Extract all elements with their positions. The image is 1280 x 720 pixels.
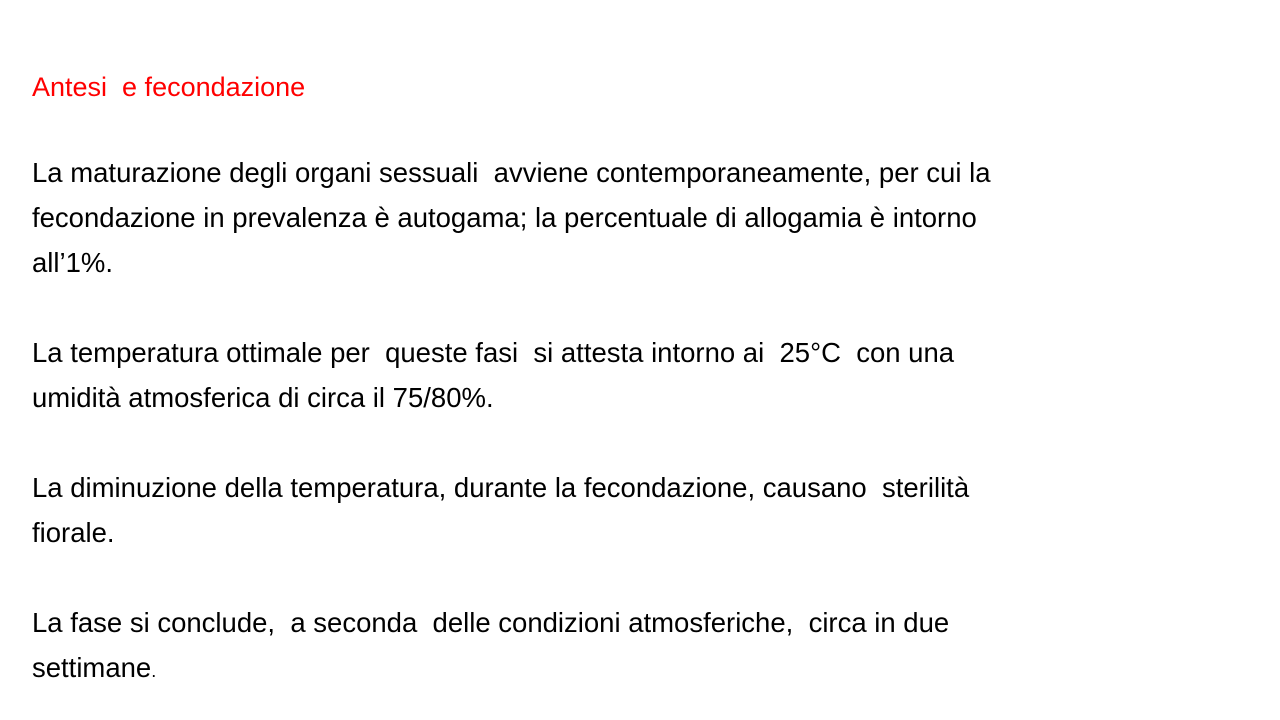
paragraph-conclusione — [32, 600, 1247, 694]
final-period: . — [151, 661, 157, 681]
slide-body — [32, 150, 1247, 694]
paragraph-maturazione: La maturazione degli organi sessuali avviene contemporaneamente, per cui la fecondazione in prevalenza è autogama; la percentuale di allogamia è intorno all’1%. — [32, 157, 991, 278]
paragraph-diminuzione-temperatura: La diminuzione della temperatura, durante la fecondazione, causano sterilità fiorale. — [32, 472, 970, 548]
paragraph-conclusione-text: La fase si conclude, a seconda delle condizioni atmosferiche, circa in due settimane — [32, 607, 950, 683]
slide-title: Antesi e fecondazione — [32, 72, 306, 102]
paragraph-temperatura-ottimale: La temperatura ottimale per queste fasi si attesta intorno ai 25°C con una umidità atmosferica di circa il 75/80%. — [32, 337, 955, 413]
